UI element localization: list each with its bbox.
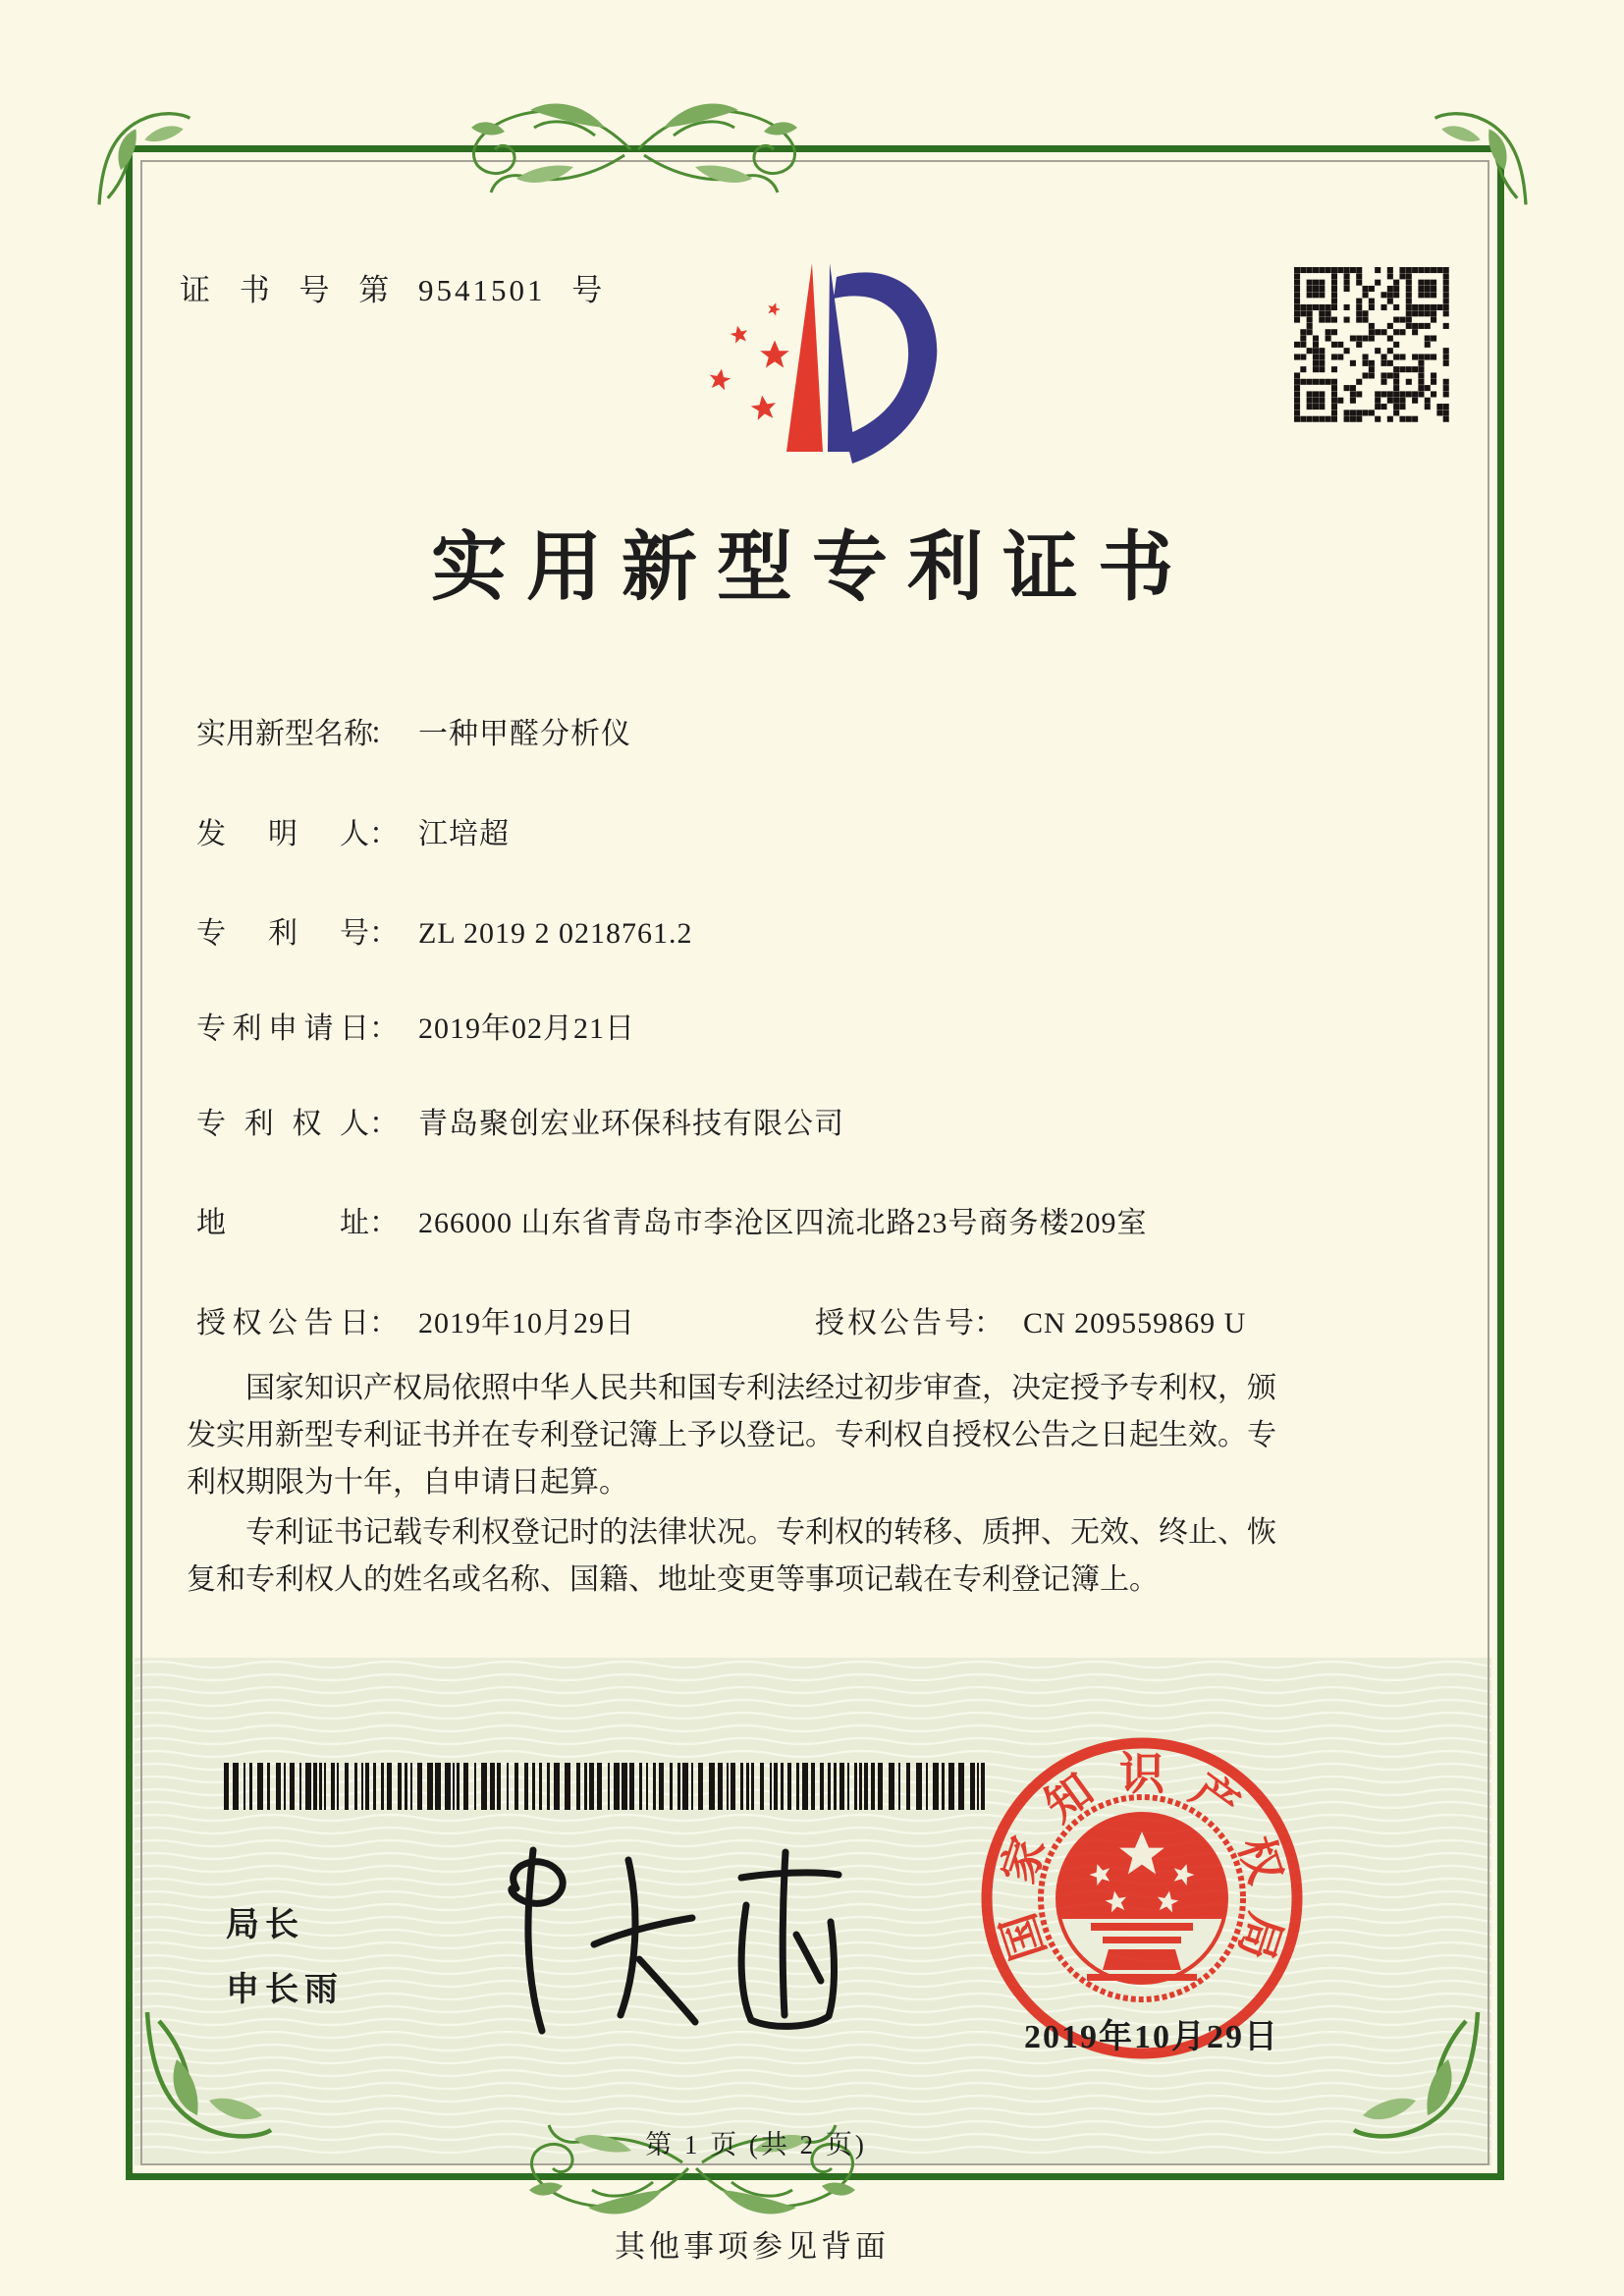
field-row-patentee <box>196 1099 844 1142</box>
field-label: 专利权人 <box>196 1108 369 1140</box>
field-value: 2019年02月21日 <box>418 1012 635 1045</box>
qr-code <box>1294 267 1449 422</box>
director-name: 申长雨 <box>226 1971 344 2008</box>
field-label: 实用新型名称 <box>196 718 373 750</box>
field-row-application-date <box>196 1004 635 1047</box>
director-title: 局长 <box>226 1906 304 1943</box>
field-row-grant-date <box>196 1298 635 1341</box>
field-colon: ： <box>369 1307 399 1339</box>
back-side-note: 其他事项参见背面 <box>615 2229 890 2264</box>
field-label: 授权公告日 <box>196 1307 369 1339</box>
field-value: CN 209559869 U <box>1023 1307 1247 1339</box>
field-label: 发明人 <box>196 818 369 850</box>
field-colon: ： <box>369 718 399 750</box>
field-row-patent-number <box>196 908 693 952</box>
cnipa-logo <box>699 247 950 475</box>
field-row-grant-number <box>815 1298 1246 1341</box>
certificate-number: 证 书 号 第 9541501 号 <box>180 273 606 307</box>
director-signature <box>447 1832 879 2044</box>
seal-emblem <box>1041 1797 1243 1999</box>
barcode <box>224 1763 988 1810</box>
legal-paragraph-1: 国家知识产权局依照中华人民共和国专利法经过初步审查，决定授予专利权，颁发实用新型专利证书并在专利登记簿上予以登记。专利权自授权公告之日起生效。专利权期限为十年，自申请日起算。 <box>187 1372 1276 1499</box>
seal-date: 2019年10月29日 <box>1024 2019 1279 2055</box>
top-left-corner-ornament <box>88 103 196 211</box>
top-right-corner-ornament <box>1429 103 1537 211</box>
bottom-center-flourish-ornament <box>506 2094 879 2241</box>
svg-text:家: 家 <box>992 1830 1056 1889</box>
svg-text:局: 局 <box>1228 1907 1292 1967</box>
svg-text:识: 识 <box>1119 1748 1164 1799</box>
logo-stars <box>708 301 789 420</box>
field-colon: ： <box>369 1012 399 1045</box>
certificate-title: 实用新型专利证书 <box>431 525 1193 610</box>
legal-paragraph-2: 专利证书记载专利权登记时的法律状况。专利权的转移、质押、无效、终止、恢复和专利权人的姓名或名称、国籍、地址变更等事项记载在专利登记簿上。 <box>187 1516 1276 1596</box>
logo-p-bowl <box>834 272 937 464</box>
svg-text:产: 产 <box>1181 1763 1249 1831</box>
field-value: ZL 2019 2 0218761.2 <box>418 917 693 950</box>
field-row-address <box>196 1198 1148 1241</box>
field-label: 专利申请日 <box>196 1012 369 1045</box>
field-colon: ： <box>974 1307 1003 1339</box>
top-center-flourish-ornament <box>448 77 821 224</box>
field-value: 266000 山东省青岛市李沧区四流北路23号商务楼209室 <box>418 1207 1148 1239</box>
field-value: 青岛聚创宏业环保科技有限公司 <box>418 1108 844 1140</box>
field-label: 地址 <box>196 1207 369 1239</box>
svg-text:权: 权 <box>1228 1830 1292 1889</box>
svg-text:知: 知 <box>1035 1763 1103 1831</box>
field-colon: ： <box>369 917 399 950</box>
field-colon: ： <box>369 1207 399 1239</box>
field-label: 授权公告号 <box>815 1307 974 1339</box>
field-value: 2019年10月29日 <box>418 1307 635 1339</box>
page-number: 第 1 页 (共 2 页) <box>645 2130 867 2159</box>
logo-red-wedge <box>786 263 823 452</box>
field-colon: ： <box>369 1108 399 1140</box>
field-row-utility-model-name <box>196 709 631 752</box>
field-label: 专利号 <box>196 917 369 950</box>
field-row-inventor <box>196 809 510 852</box>
field-value: 一种甲醛分析仪 <box>418 718 631 750</box>
field-colon: ： <box>369 818 399 850</box>
svg-text:国: 国 <box>992 1907 1056 1967</box>
field-value: 江培超 <box>418 818 510 850</box>
